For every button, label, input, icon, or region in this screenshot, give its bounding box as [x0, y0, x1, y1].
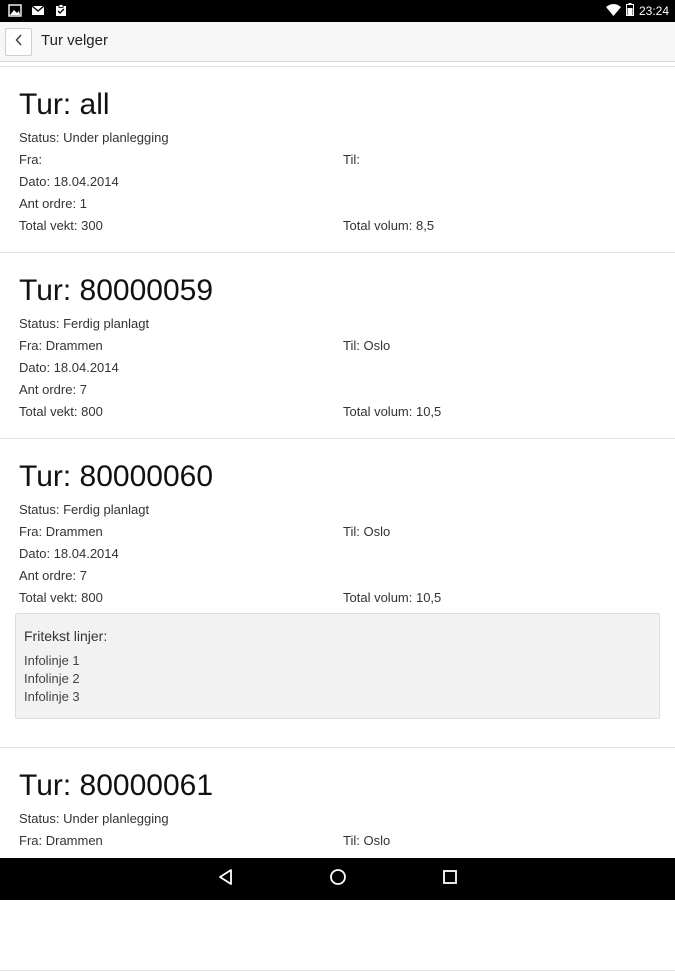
tour-date: Dato: 18.04.2014 — [19, 360, 119, 375]
tour-status: Status: Ferdig planlagt — [19, 316, 150, 331]
tour-orders-row — [19, 565, 675, 587]
tour-title: Tur: 80000061 — [19, 769, 214, 802]
tour-volume: Total volum: 10,5 — [343, 404, 442, 419]
nav-recents-button[interactable] — [439, 868, 461, 890]
back-triangle-icon — [217, 868, 235, 891]
tour-from: Fra: Drammen — [19, 833, 103, 848]
tour-orders-row — [19, 193, 675, 215]
tour-status-row — [19, 808, 675, 830]
tour-date-row — [19, 357, 675, 379]
picture-icon — [8, 4, 22, 17]
tour-status-row — [19, 313, 675, 335]
freetext-title: Fritekst linjer: — [24, 628, 108, 644]
tour-totals-row — [19, 587, 675, 609]
tour-to: Til: Oslo — [343, 338, 391, 353]
tour-orders-row — [19, 379, 675, 401]
freetext-line: Infolinje 1 — [24, 653, 80, 668]
tour-status: Status: Ferdig planlagt — [19, 502, 150, 517]
action-bar — [0, 22, 675, 62]
tour-from: Fra: Drammen — [19, 338, 103, 353]
tour-route-row — [19, 521, 675, 543]
tour-item[interactable] — [0, 67, 675, 253]
tour-route-row — [19, 335, 675, 357]
tour-route-row — [19, 149, 675, 171]
tour-totals-row — [19, 401, 675, 423]
tour-title: Tur: 80000060 — [19, 460, 214, 493]
tour-status: Status: Under planlegging — [19, 130, 169, 145]
tour-title: Tur: 80000059 — [19, 274, 214, 307]
tour-route-row — [19, 830, 675, 852]
tour-weight: Total vekt: 300 — [19, 218, 103, 233]
clock-time: 23:24 — [638, 4, 669, 18]
nav-back-button[interactable] — [215, 868, 237, 890]
tour-orders: Ant ordre: 7 — [19, 382, 87, 397]
tour-from: Fra: — [19, 152, 43, 167]
tour-weight: Total vekt: 800 — [19, 404, 103, 419]
battery-icon — [626, 3, 634, 19]
clipboard-icon — [54, 4, 68, 17]
tour-status-row — [19, 127, 675, 149]
tour-orders: Ant ordre: 1 — [19, 196, 87, 211]
tour-item[interactable] — [0, 439, 675, 748]
tour-to: Til: Oslo — [343, 833, 391, 848]
tour-date-row — [19, 543, 675, 565]
home-circle-icon — [329, 868, 347, 891]
nav-home-button[interactable] — [327, 868, 349, 890]
tour-volume: Total volum: 8,5 — [343, 218, 435, 233]
tour-list[interactable] — [0, 62, 675, 858]
tour-status: Status: Under planlegging — [19, 811, 169, 826]
chevron-left-icon — [14, 33, 24, 51]
freetext-line: Infolinje 2 — [24, 671, 80, 686]
recents-square-icon — [441, 868, 459, 891]
back-button[interactable] — [5, 28, 32, 56]
system-nav-bar — [0, 858, 675, 900]
mail-icon — [31, 4, 45, 17]
tour-weight: Total vekt: 800 — [19, 590, 103, 605]
wifi-icon — [606, 4, 621, 19]
tour-date: Dato: 18.04.2014 — [19, 174, 119, 189]
tour-date: Dato: 18.04.2014 — [19, 546, 119, 561]
tour-orders: Ant ordre: 7 — [19, 568, 87, 583]
page-title: Tur velger — [41, 32, 108, 49]
tour-totals-row — [19, 215, 675, 237]
tour-title: Tur: all — [19, 88, 110, 121]
tour-to: Til: — [343, 152, 360, 167]
freetext-box — [15, 613, 660, 719]
tour-date-row — [19, 171, 675, 193]
tour-item[interactable] — [0, 253, 675, 439]
tour-status-row — [19, 499, 675, 521]
tour-to: Til: Oslo — [343, 524, 391, 539]
tour-from: Fra: Drammen — [19, 524, 103, 539]
tour-volume: Total volum: 10,5 — [343, 590, 442, 605]
freetext-line: Infolinje 3 — [24, 689, 80, 704]
status-bar — [0, 0, 675, 22]
